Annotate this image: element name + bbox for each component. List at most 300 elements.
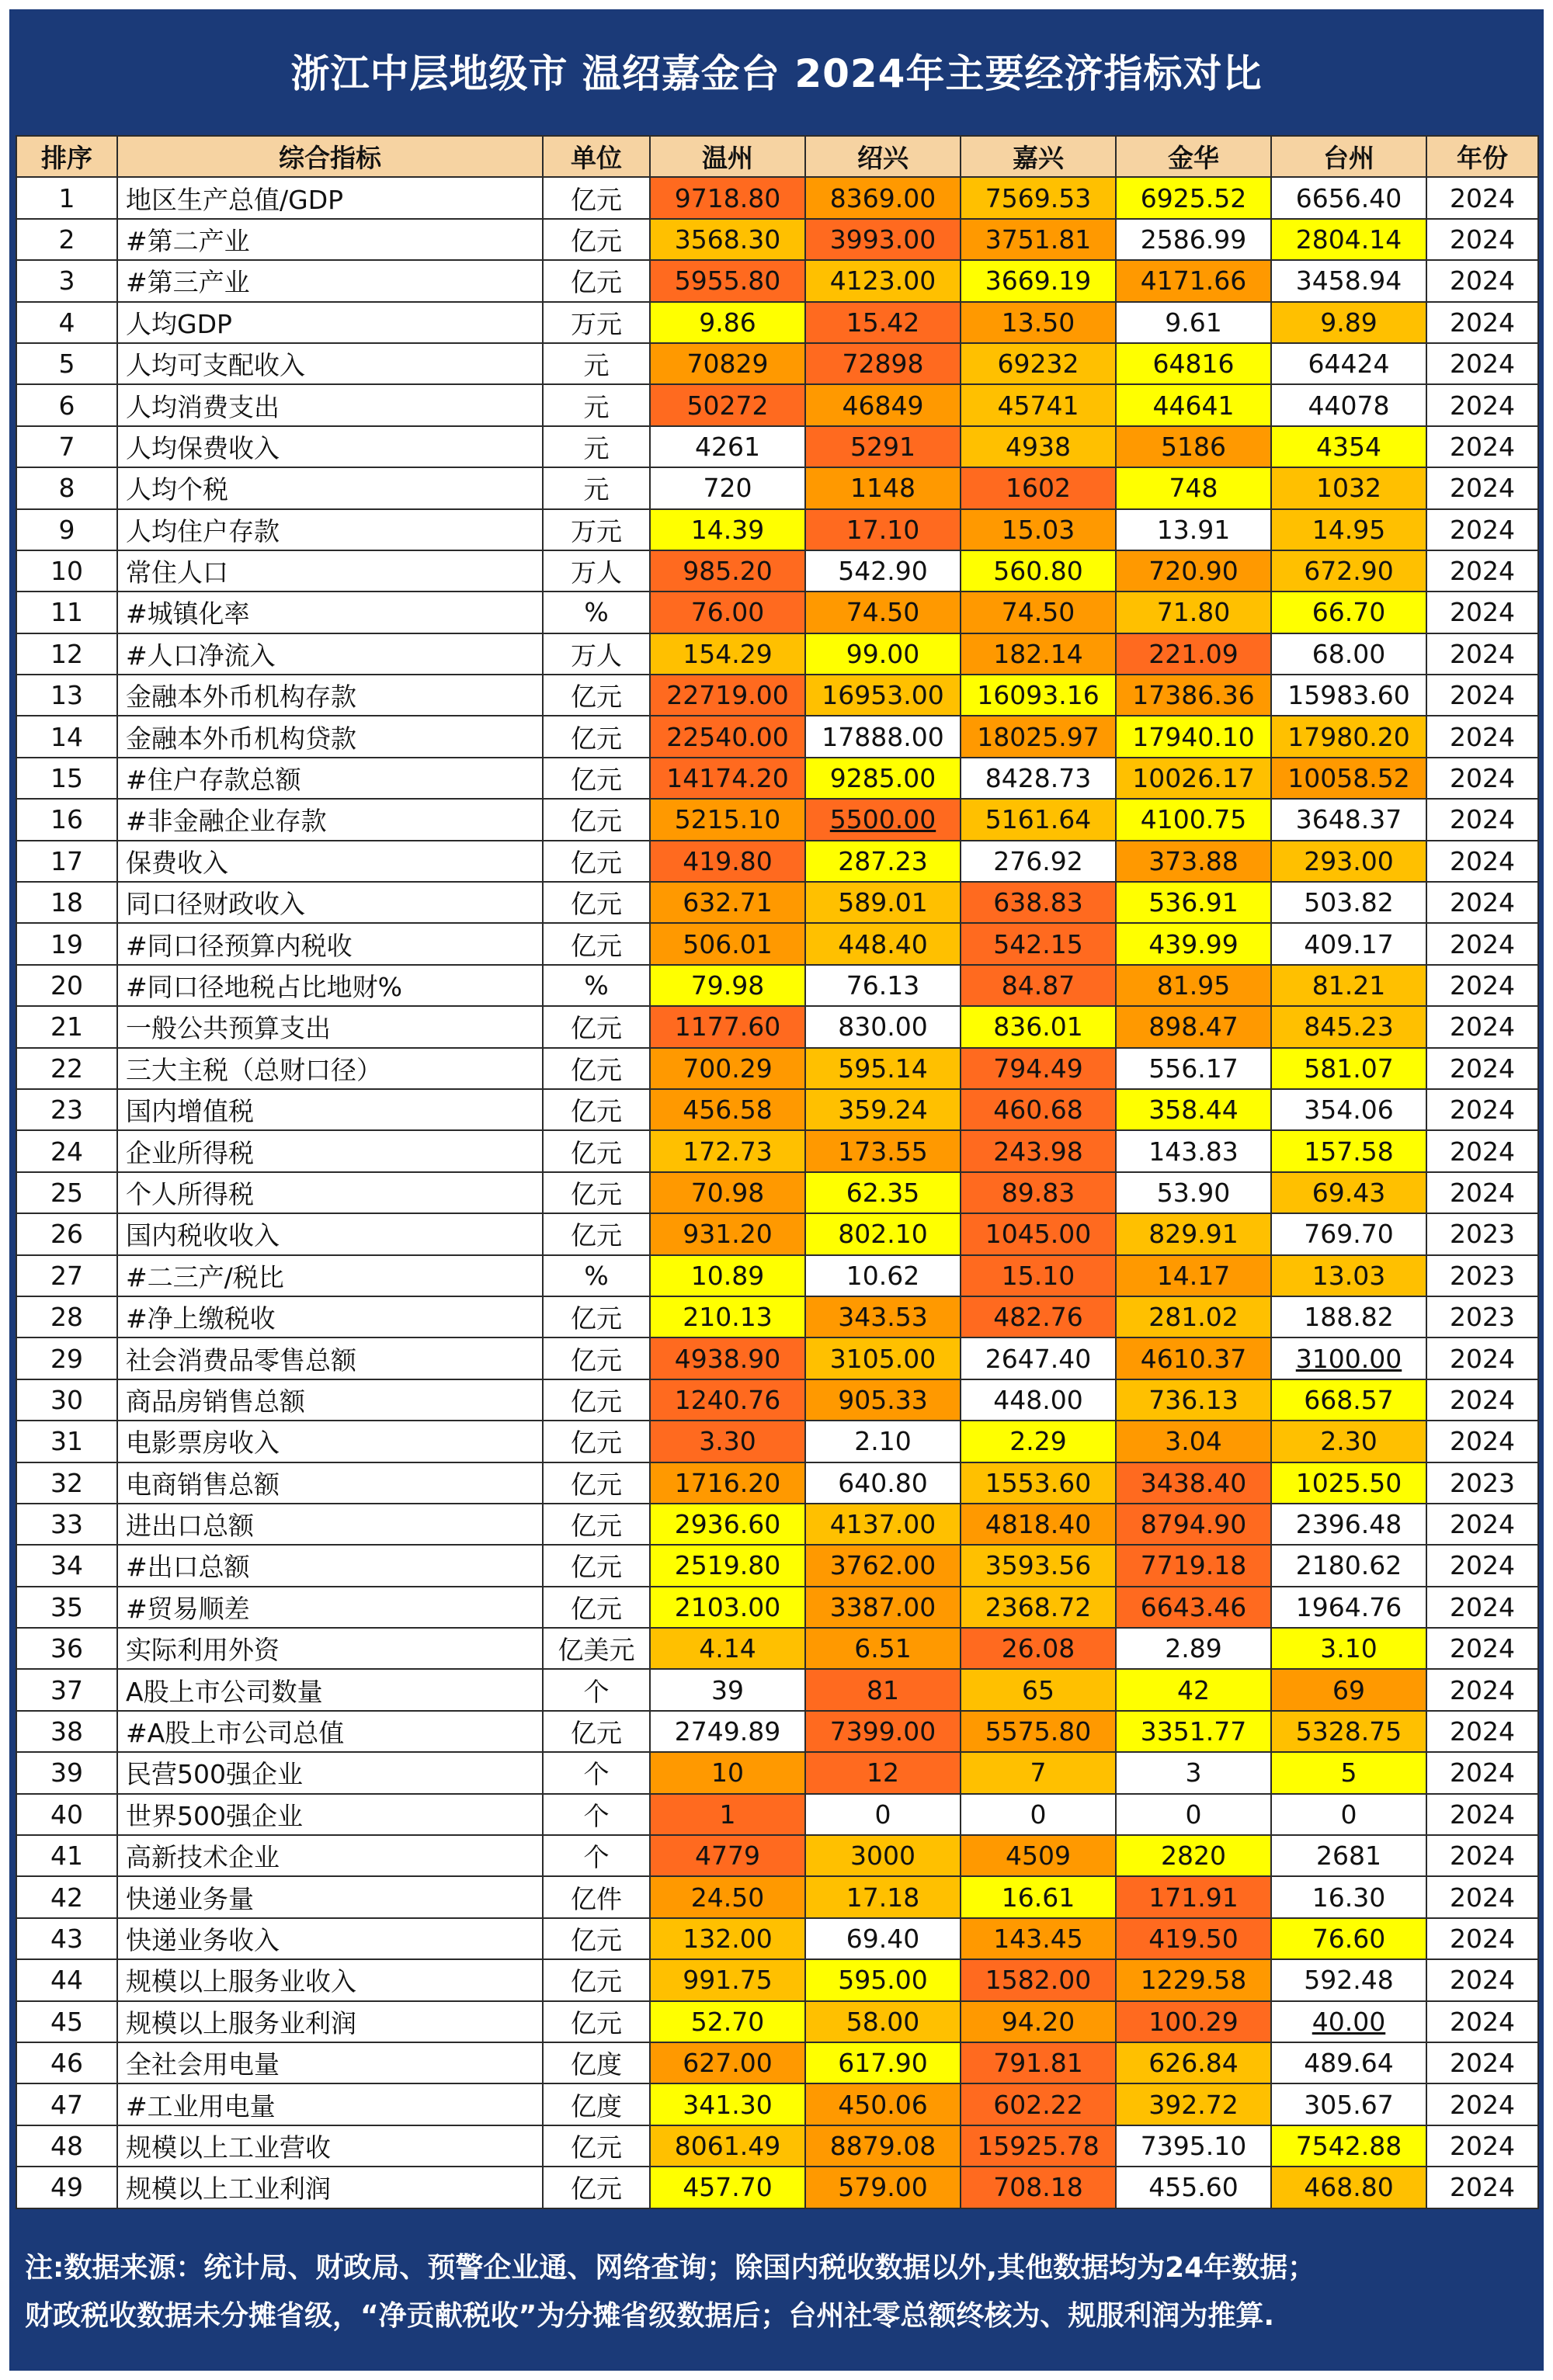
value-cell-jinhua: 626.84	[1116, 2042, 1271, 2083]
value-cell-jiaxing: 2.29	[961, 1421, 1116, 1462]
unit-cell: 亿元	[543, 882, 650, 923]
table-row	[16, 1130, 1538, 1171]
value-cell-taizhou: 1964.76	[1271, 1587, 1426, 1628]
header-row	[16, 136, 1538, 177]
unit-cell: 亿元	[543, 1048, 650, 1089]
value-cell-shaoxing: 81	[805, 1669, 961, 1710]
indicator-cell: #出口总额	[117, 1545, 543, 1586]
year-cell: 2023	[1426, 1213, 1538, 1254]
indicator-cell: 三大主税（总财口径）	[117, 1048, 543, 1089]
value-cell-shaoxing: 17888.00	[805, 716, 961, 757]
rank-cell: 37	[16, 1669, 117, 1710]
value-cell-wenzhou: 22719.00	[650, 675, 805, 716]
value-cell-jinhua: 100.29	[1116, 2001, 1271, 2042]
indicator-cell: 世界500强企业	[117, 1794, 543, 1835]
table-row	[16, 1628, 1538, 1669]
value-cell-jinhua: 6925.52	[1116, 177, 1271, 218]
indicator-cell: 金融本外币机构存款	[117, 675, 543, 716]
value-cell-wenzhou: 2749.89	[650, 1711, 805, 1752]
value-cell-jiaxing: 3669.19	[961, 260, 1116, 301]
year-cell: 2024	[1426, 550, 1538, 592]
rank-cell: 24	[16, 1130, 117, 1171]
value-cell-jiaxing: 482.76	[961, 1296, 1116, 1337]
value-cell-shaoxing: 3387.00	[805, 1587, 961, 1628]
value-cell-jiaxing: 45741	[961, 384, 1116, 425]
unit-cell: 万元	[543, 509, 650, 550]
rank-cell: 46	[16, 2042, 117, 2083]
unit-cell: 元	[543, 426, 650, 467]
value-cell-jiaxing: 69232	[961, 343, 1116, 384]
value-cell-taizhou: 157.58	[1271, 1130, 1426, 1171]
unit-cell: 亿元	[543, 177, 650, 218]
table-row	[16, 1421, 1538, 1462]
indicator-cell: #A股上市公司总值	[117, 1711, 543, 1752]
table-row	[16, 467, 1538, 508]
rank-cell: 9	[16, 509, 117, 550]
year-cell: 2024	[1426, 1337, 1538, 1379]
value-cell-jinhua: 17940.10	[1116, 716, 1271, 757]
value-cell-jiaxing: 2647.40	[961, 1337, 1116, 1379]
indicator-cell: 国内增值税	[117, 1089, 543, 1130]
value-cell-taizhou: 668.57	[1271, 1379, 1426, 1421]
indicator-cell: 进出口总额	[117, 1504, 543, 1545]
table-row	[16, 716, 1538, 757]
value-cell-jinhua: 536.91	[1116, 882, 1271, 923]
rank-cell: 48	[16, 2125, 117, 2167]
table-row	[16, 1172, 1538, 1213]
value-cell-taizhou: 17980.20	[1271, 716, 1426, 757]
value-cell-taizhou: 305.67	[1271, 2083, 1426, 2125]
value-cell-taizhou: 845.23	[1271, 1006, 1426, 1047]
value-cell-wenzhou: 4.14	[650, 1628, 805, 1669]
value-cell-taizhou: 15983.60	[1271, 675, 1426, 716]
value-cell-jiaxing: 8428.73	[961, 758, 1116, 799]
year-cell: 2024	[1426, 1421, 1538, 1462]
indicator-cell: 规模以上服务业利润	[117, 2001, 543, 2042]
value-cell-jinhua: 4100.75	[1116, 799, 1271, 840]
table-row	[16, 1711, 1538, 1752]
value-cell-shaoxing: 5291	[805, 426, 961, 467]
value-cell-jiaxing: 16.61	[961, 1876, 1116, 1917]
table-row	[16, 1835, 1538, 1876]
value-cell-jiaxing: 84.87	[961, 965, 1116, 1006]
year-cell: 2024	[1426, 343, 1538, 384]
rank-cell: 22	[16, 1048, 117, 1089]
value-cell-taizhou: 409.17	[1271, 923, 1426, 964]
year-cell: 2024	[1426, 1752, 1538, 1793]
value-cell-wenzhou: 991.75	[650, 1959, 805, 2000]
rank-cell: 40	[16, 1794, 117, 1835]
rank-cell: 41	[16, 1835, 117, 1876]
value-cell-wenzhou: 506.01	[650, 923, 805, 964]
table-row	[16, 2083, 1538, 2125]
value-cell-shaoxing: 8879.08	[805, 2125, 961, 2167]
value-cell-wenzhou: 931.20	[650, 1213, 805, 1254]
rank-cell: 5	[16, 343, 117, 384]
value-cell-taizhou: 10058.52	[1271, 758, 1426, 799]
indicator-cell: #同口径地税占比地财%	[117, 965, 543, 1006]
unit-cell: 亿元	[543, 1296, 650, 1337]
footnote-line-2: 财政税收数据未分摊省级，“净贡献税收”为分摊省级数据后；台州社零总额终核为、规服利润为推算.	[25, 2300, 1274, 2332]
table-row	[16, 1752, 1538, 1793]
unit-cell: 亿件	[543, 1876, 650, 1917]
indicator-cell: 电商销售总额	[117, 1462, 543, 1504]
table-row	[16, 1959, 1538, 2000]
table-row	[16, 1794, 1538, 1835]
value-cell-wenzhou: 5215.10	[650, 799, 805, 840]
value-cell-shaoxing: 359.24	[805, 1089, 961, 1130]
unit-cell: 亿元	[543, 2125, 650, 2167]
indicator-cell: 规模以上工业营收	[117, 2125, 543, 2167]
indicator-cell: 人均GDP	[117, 302, 543, 343]
value-cell-shaoxing: 343.53	[805, 1296, 961, 1337]
year-cell: 2023	[1426, 1255, 1538, 1296]
header-year: 年份	[1426, 136, 1538, 177]
table-row	[16, 1006, 1538, 1047]
value-cell-shaoxing: 640.80	[805, 1462, 961, 1504]
value-cell-wenzhou: 341.30	[650, 2083, 805, 2125]
value-cell-taizhou: 293.00	[1271, 841, 1426, 882]
unit-cell: %	[543, 1255, 650, 1296]
header-jinhua: 金华	[1116, 136, 1271, 177]
value-cell-jinhua: 2586.99	[1116, 219, 1271, 260]
unit-cell: 亿元	[543, 1918, 650, 1959]
unit-cell: 个	[543, 1794, 650, 1835]
rank-cell: 20	[16, 965, 117, 1006]
table-row	[16, 965, 1538, 1006]
indicator-cell: 同口径财政收入	[117, 882, 543, 923]
header-wenzhou: 温州	[650, 136, 805, 177]
rank-cell: 14	[16, 716, 117, 757]
value-cell-wenzhou: 632.71	[650, 882, 805, 923]
header-taizhou: 台州	[1271, 136, 1426, 177]
value-cell-jinhua: 392.72	[1116, 2083, 1271, 2125]
indicator-cell: #城镇化率	[117, 592, 543, 633]
value-cell-shaoxing: 17.10	[805, 509, 961, 550]
table-row	[16, 1048, 1538, 1089]
unit-cell: 亿元	[543, 1130, 650, 1171]
value-cell-shaoxing: 0	[805, 1794, 961, 1835]
table-row	[16, 2001, 1538, 2042]
indicator-cell: 人均保费收入	[117, 426, 543, 467]
value-cell-wenzhou: 10	[650, 1752, 805, 1793]
value-cell-taizhou: 7542.88	[1271, 2125, 1426, 2167]
year-cell: 2024	[1426, 1504, 1538, 1545]
value-cell-taizhou: 672.90	[1271, 550, 1426, 592]
value-cell-taizhou: 3.10	[1271, 1628, 1426, 1669]
indicator-cell: #二三产/税比	[117, 1255, 543, 1296]
value-cell-shaoxing	[805, 799, 961, 840]
rank-cell: 15	[16, 758, 117, 799]
footnote	[25, 2226, 1531, 2358]
value-cell-jiaxing: 182.14	[961, 633, 1116, 675]
indicator-cell: 电影票房收入	[117, 1421, 543, 1462]
table-row	[16, 592, 1538, 633]
year-cell: 2024	[1426, 467, 1538, 508]
value-cell-jinhua: 4610.37	[1116, 1337, 1271, 1379]
value-cell-shaoxing: 3762.00	[805, 1545, 961, 1586]
rank-cell: 21	[16, 1006, 117, 1047]
value-cell-jiaxing: 7	[961, 1752, 1116, 1793]
rank-cell: 44	[16, 1959, 117, 2000]
value-cell-wenzhou: 720	[650, 467, 805, 508]
value-cell-jinhua: 455.60	[1116, 2167, 1271, 2208]
unit-cell: 元	[543, 343, 650, 384]
table-row	[16, 2167, 1538, 2208]
value-cell-jiaxing: 1602	[961, 467, 1116, 508]
value-cell-taizhou: 2180.62	[1271, 1545, 1426, 1586]
value-cell-shaoxing: 99.00	[805, 633, 961, 675]
value-cell-shaoxing: 74.50	[805, 592, 961, 633]
value-cell-wenzhou: 39	[650, 1669, 805, 1710]
rank-cell: 18	[16, 882, 117, 923]
table-row	[16, 1296, 1538, 1337]
year-cell: 2024	[1426, 1048, 1538, 1089]
value-cell-jiaxing: 94.20	[961, 2001, 1116, 2042]
indicator-cell: A股上市公司数量	[117, 1669, 543, 1710]
rank-cell: 49	[16, 2167, 117, 2208]
value-cell-jiaxing: 89.83	[961, 1172, 1116, 1213]
value-cell-jinhua: 281.02	[1116, 1296, 1271, 1337]
unit-cell: 万人	[543, 633, 650, 675]
indicator-cell: 社会消费品零售总额	[117, 1337, 543, 1379]
rank-cell: 35	[16, 1587, 117, 1628]
unit-cell: 万人	[543, 550, 650, 592]
value-cell-shaoxing: 4123.00	[805, 260, 961, 301]
table-row	[16, 1379, 1538, 1421]
year-cell: 2023	[1426, 1462, 1538, 1504]
indicator-cell: 全社会用电量	[117, 2042, 543, 2083]
unit-cell: 亿元	[543, 1462, 650, 1504]
value-cell-taizhou: 2804.14	[1271, 219, 1426, 260]
year-cell: 2024	[1426, 965, 1538, 1006]
year-cell: 2024	[1426, 1876, 1538, 1917]
value-cell-jinhua: 6643.46	[1116, 1587, 1271, 1628]
rank-cell: 39	[16, 1752, 117, 1793]
value-cell-jinhua: 0	[1116, 1794, 1271, 1835]
unit-cell: 亿元	[543, 1006, 650, 1047]
unit-cell: 亿元	[543, 1545, 650, 1586]
value-cell-jiaxing: 5575.80	[961, 1711, 1116, 1752]
value-cell-wenzhou: 456.58	[650, 1089, 805, 1130]
header-indicator: 综合指标	[117, 136, 543, 177]
table-row	[16, 1504, 1538, 1545]
rank-cell: 42	[16, 1876, 117, 1917]
indicator-cell: 快递业务量	[117, 1876, 543, 1917]
value-cell-wenzhou: 985.20	[650, 550, 805, 592]
value-cell-wenzhou: 3.30	[650, 1421, 805, 1462]
value-cell-jinhua: 1229.58	[1116, 1959, 1271, 2000]
value-cell-wenzhou: 4938.90	[650, 1337, 805, 1379]
value-cell-taizhou: 4354	[1271, 426, 1426, 467]
unit-cell: 元	[543, 384, 650, 425]
value-cell-shaoxing: 2.10	[805, 1421, 961, 1462]
indicator-cell: #工业用电量	[117, 2083, 543, 2125]
rank-cell: 26	[16, 1213, 117, 1254]
indicator-cell: #人口净流入	[117, 633, 543, 675]
value-cell-jiaxing: 791.81	[961, 2042, 1116, 2083]
value-cell-jinhua: 373.88	[1116, 841, 1271, 882]
value-cell-taizhou: 0	[1271, 1794, 1426, 1835]
year-cell: 2024	[1426, 1130, 1538, 1171]
indicator-cell: 民营500强企业	[117, 1752, 543, 1793]
year-cell: 2024	[1426, 1006, 1538, 1047]
value-cell-jinhua: 81.95	[1116, 965, 1271, 1006]
year-cell: 2024	[1426, 2167, 1538, 2208]
table-row	[16, 633, 1538, 675]
year-cell: 2024	[1426, 219, 1538, 260]
rank-cell: 28	[16, 1296, 117, 1337]
year-cell: 2024	[1426, 1669, 1538, 1710]
value-cell-wenzhou: 419.80	[650, 841, 805, 882]
table-row	[16, 1669, 1538, 1710]
value-cell-taizhou: 16.30	[1271, 1876, 1426, 1917]
value-cell-jiaxing: 18025.97	[961, 716, 1116, 757]
year-cell: 2024	[1426, 1379, 1538, 1421]
value-cell-taizhou: 769.70	[1271, 1213, 1426, 1254]
rank-cell: 23	[16, 1089, 117, 1130]
unit-cell: 亿元	[543, 1421, 650, 1462]
value-cell-wenzhou: 70.98	[650, 1172, 805, 1213]
value-cell-jinhua: 64816	[1116, 343, 1271, 384]
table-row	[16, 1918, 1538, 1959]
rank-cell: 38	[16, 1711, 117, 1752]
unit-cell: 亿度	[543, 2042, 650, 2083]
table-row	[16, 923, 1538, 964]
value-cell-jinhua: 3	[1116, 1752, 1271, 1793]
rank-cell: 16	[16, 799, 117, 840]
value-cell-wenzhou: 9.86	[650, 302, 805, 343]
value-cell-wenzhou: 1	[650, 1794, 805, 1835]
value-cell-taizhou	[1271, 1337, 1426, 1379]
value-cell-jinhua: 358.44	[1116, 1089, 1271, 1130]
year-cell: 2024	[1426, 1628, 1538, 1669]
value-cell-jiaxing: 7569.53	[961, 177, 1116, 218]
value-cell-taizhou: 9.89	[1271, 302, 1426, 343]
value-cell-taizhou: 1025.50	[1271, 1462, 1426, 1504]
value-cell-shaoxing: 16953.00	[805, 675, 961, 716]
value-cell-jiaxing: 276.92	[961, 841, 1116, 882]
value-cell-wenzhou: 132.00	[650, 1918, 805, 1959]
value-cell-taizhou: 64424	[1271, 343, 1426, 384]
unit-cell: 亿元	[543, 1379, 650, 1421]
unit-cell: 个	[543, 1835, 650, 1876]
header-rank: 排序	[16, 136, 117, 177]
table-row	[16, 260, 1538, 301]
unit-cell: 亿元	[543, 923, 650, 964]
unit-cell: 元	[543, 467, 650, 508]
value-cell-shaoxing: 12	[805, 1752, 961, 1793]
year-cell: 2024	[1426, 1794, 1538, 1835]
value-cell-shaoxing: 579.00	[805, 2167, 961, 2208]
value-cell-wenzhou: 5955.80	[650, 260, 805, 301]
value-cell-taizhou: 188.82	[1271, 1296, 1426, 1337]
value-cell-jinhua: 898.47	[1116, 1006, 1271, 1047]
table-row	[16, 219, 1538, 260]
unit-cell: 亿元	[543, 1337, 650, 1379]
year-cell: 2024	[1426, 633, 1538, 675]
value-cell-taizhou: 68.00	[1271, 633, 1426, 675]
unit-cell: 亿元	[543, 1213, 650, 1254]
value-cell-wenzhou: 22540.00	[650, 716, 805, 757]
value-cell-jinhua: 720.90	[1116, 550, 1271, 592]
value-cell-shaoxing: 9285.00	[805, 758, 961, 799]
indicator-cell: #第二产业	[117, 219, 543, 260]
value-cell-taizhou: 6656.40	[1271, 177, 1426, 218]
unit-cell: 亿元	[543, 2167, 650, 2208]
value-cell-jinhua: 9.61	[1116, 302, 1271, 343]
value-cell-wenzhou: 1716.20	[650, 1462, 805, 1504]
unit-cell: 亿元	[543, 841, 650, 882]
value-cell-jiaxing: 3593.56	[961, 1545, 1116, 1586]
table-row	[16, 550, 1538, 592]
value-cell-taizhou: 3648.37	[1271, 799, 1426, 840]
indicator-cell: 人均住户存款	[117, 509, 543, 550]
value-cell-taizhou: 2396.48	[1271, 1504, 1426, 1545]
value-cell-jiaxing: 1582.00	[961, 1959, 1116, 2000]
value-cell-wenzhou: 3568.30	[650, 219, 805, 260]
value-cell-shaoxing: 58.00	[805, 2001, 961, 2042]
value-cell-shaoxing: 448.40	[805, 923, 961, 964]
year-cell: 2024	[1426, 177, 1538, 218]
value-cell-jiaxing: 560.80	[961, 550, 1116, 592]
rank-cell: 32	[16, 1462, 117, 1504]
table-row	[16, 1337, 1538, 1379]
value-cell-wenzhou: 24.50	[650, 1876, 805, 1917]
value-cell-wenzhou: 9718.80	[650, 177, 805, 218]
table-row	[16, 426, 1538, 467]
value-cell-shaoxing: 46849	[805, 384, 961, 425]
value-cell-shaoxing: 62.35	[805, 1172, 961, 1213]
year-cell: 2023	[1426, 1296, 1538, 1337]
indicator-cell: 常住人口	[117, 550, 543, 592]
rank-cell: 17	[16, 841, 117, 882]
value-cell-jinhua: 736.13	[1116, 1379, 1271, 1421]
rank-cell: 45	[16, 2001, 117, 2042]
value-cell-jiaxing: 13.50	[961, 302, 1116, 343]
value-cell-taizhou: 5328.75	[1271, 1711, 1426, 1752]
indicator-cell: 高新技术企业	[117, 1835, 543, 1876]
value-cell-jinhua: 748	[1116, 467, 1271, 508]
indicator-cell: 规模以上工业利润	[117, 2167, 543, 2208]
rank-cell: 27	[16, 1255, 117, 1296]
unit-cell: 亿元	[543, 1089, 650, 1130]
value-cell-jinhua: 143.83	[1116, 1130, 1271, 1171]
underlined-value: 5500.00	[829, 804, 936, 835]
indicator-cell: #第三产业	[117, 260, 543, 301]
value-cell-jiaxing: 448.00	[961, 1379, 1116, 1421]
value-cell-shaoxing: 10.62	[805, 1255, 961, 1296]
rank-cell: 31	[16, 1421, 117, 1462]
value-cell-shaoxing: 595.14	[805, 1048, 961, 1089]
indicator-cell: 实际利用外资	[117, 1628, 543, 1669]
value-cell-jinhua: 5186	[1116, 426, 1271, 467]
value-cell-shaoxing: 617.90	[805, 2042, 961, 2083]
value-cell-jiaxing: 0	[961, 1794, 1116, 1835]
year-cell: 2024	[1426, 1918, 1538, 1959]
table-row	[16, 1545, 1538, 1586]
value-cell-shaoxing: 4137.00	[805, 1504, 961, 1545]
value-cell-shaoxing: 3000	[805, 1835, 961, 1876]
unit-cell: 个	[543, 1752, 650, 1793]
value-cell-jiaxing: 74.50	[961, 592, 1116, 633]
rank-cell: 29	[16, 1337, 117, 1379]
rank-cell: 25	[16, 1172, 117, 1213]
value-cell-jiaxing: 4509	[961, 1835, 1116, 1876]
table-row	[16, 1876, 1538, 1917]
value-cell-jinhua: 4171.66	[1116, 260, 1271, 301]
unit-cell: 亿度	[543, 2083, 650, 2125]
